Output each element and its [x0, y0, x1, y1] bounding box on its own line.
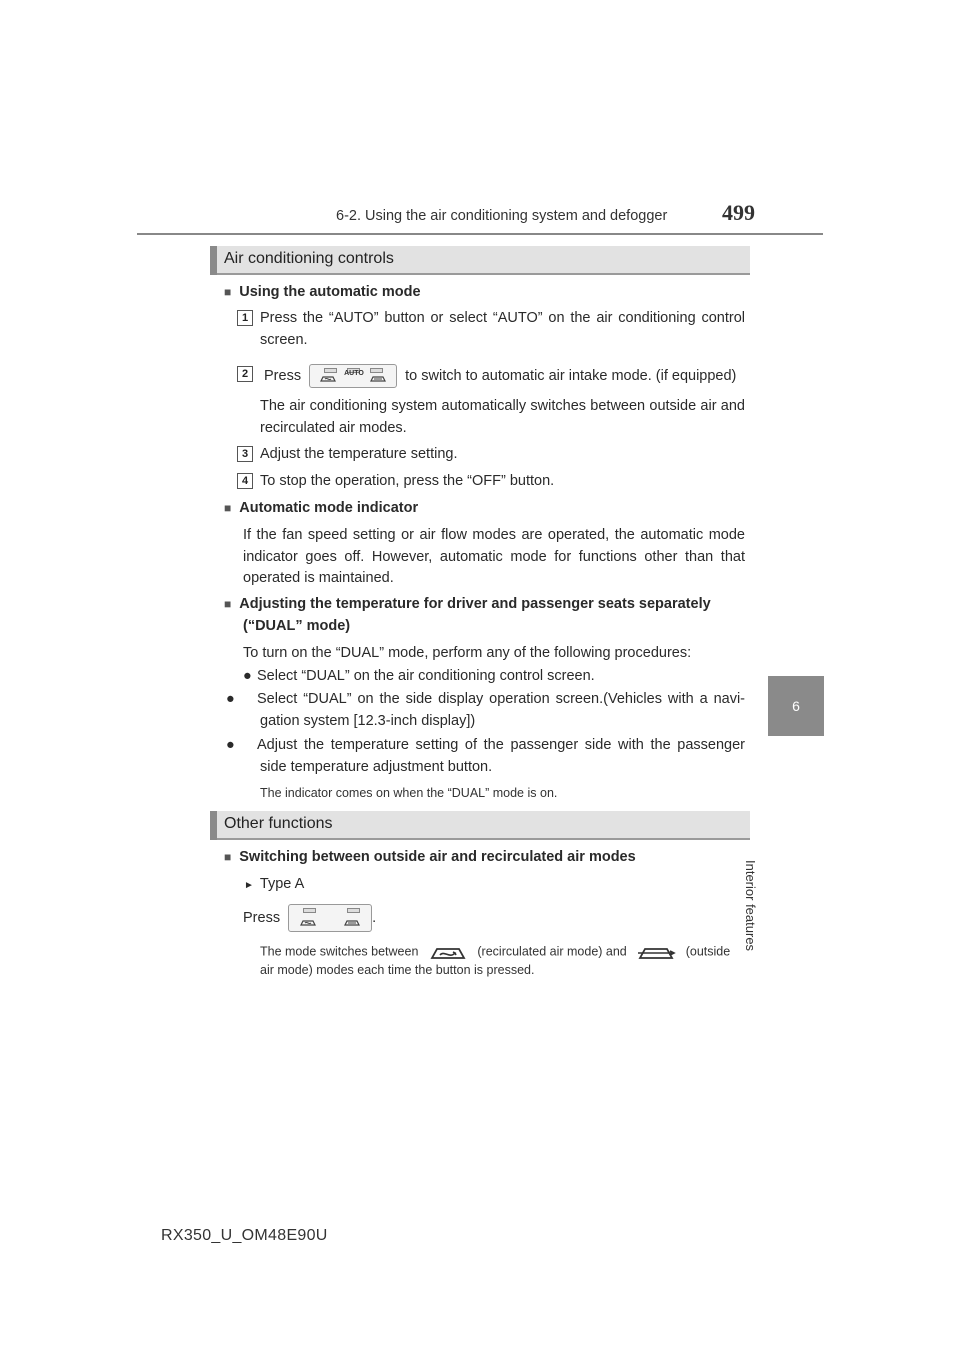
square-bullet-icon: ■ — [224, 597, 232, 611]
step-2-note: The air conditioning system automatically switches between outside air and recirculated air modes. — [260, 398, 745, 436]
type-a-label: ► Type A — [244, 876, 305, 892]
auto-label: AUTO — [344, 369, 364, 377]
dual-note: The indicator comes on when the “DUAL” mode is on. — [260, 786, 558, 800]
auto-mode-heading: ■ Using the automatic mode — [224, 284, 421, 300]
section-header-ac-controls — [210, 246, 750, 275]
dual-bullet-3: ● Adjust the temperature setting of the passenger side with the passenger side temperature adjustment button. — [226, 737, 745, 775]
switching-heading: ■ Switching between outside air and recirculated air modes — [224, 849, 636, 865]
step-1-text: Press the “AUTO” button or select “AUTO” on the air conditioning control screen. — [260, 310, 745, 348]
dual-intro: To turn on the “DUAL” mode, perform any of the following procedures: — [243, 645, 692, 661]
step-number-2: 2 — [237, 366, 253, 382]
step-number-3: 3 — [237, 446, 253, 462]
press-line: Press . — [243, 904, 376, 932]
model-code-footer: RX350_U_OM48E90U — [161, 1227, 328, 1244]
chapter-tab-label: Interior features — [743, 860, 758, 952]
square-bullet-icon: ■ — [224, 850, 232, 864]
section-header-bar — [210, 246, 217, 275]
bullet-dot-icon: ● — [226, 691, 235, 707]
section-title: Air conditioning controls — [224, 250, 394, 267]
header-rule — [137, 233, 823, 235]
step-number-4: 4 — [237, 473, 253, 489]
step-2-text: Press AUTO to switch to automatic air intake mode. (if equipped) — [264, 364, 749, 388]
step-4-text: To stop the operation, press the “OFF” button. — [260, 473, 555, 489]
section-title: Other functions — [224, 815, 333, 832]
bullet-dot-icon: ● — [226, 737, 235, 753]
bullet-dot-icon: ● — [243, 668, 252, 684]
step-3-text: Adjust the temperature setting. — [260, 446, 458, 462]
chapter-tab: 6 — [768, 676, 824, 736]
square-bullet-icon: ■ — [224, 501, 232, 515]
air-intake-button-illustration — [288, 904, 372, 932]
recirculated-air-mode-icon — [428, 943, 468, 961]
page-number: 499 — [722, 200, 755, 225]
triangle-bullet-icon: ► — [244, 880, 254, 891]
recirculated-air-icon — [300, 918, 316, 926]
outside-air-mode-icon — [636, 943, 676, 961]
switching-note-line2: air mode) modes each time the button is pressed. — [260, 963, 535, 977]
section-header-other-functions — [210, 811, 750, 840]
square-bullet-icon: ■ — [224, 285, 232, 299]
dual-heading: ■ Adjusting the temperature for driver and passenger seats separately — [224, 596, 711, 612]
switching-note-line1: The mode switches between (recirculated air mode) and (outside — [260, 943, 745, 961]
dual-bullet-1: ● Select “DUAL” on the air conditioning control screen. — [243, 666, 745, 688]
auto-intake-button-illustration — [309, 364, 397, 388]
section-header-bar — [210, 811, 217, 840]
recirculated-air-icon — [320, 374, 336, 382]
dual-heading-line2: (“DUAL” mode) — [243, 618, 351, 634]
running-header: 6-2. Using the air conditioning system and defogger — [336, 208, 668, 224]
dual-bullet-2: ● Select “DUAL” on the side display operation screen.(Vehicles with a navi-gation system [12.3-inch display]) — [226, 691, 745, 729]
indicator-text: If the fan speed setting or air flow modes are operated, the automatic mode indicator goes off. However, automatic mode for functions other than that operated is maintained. — [243, 527, 745, 586]
indicator-heading: ■ Automatic mode indicator — [224, 500, 419, 516]
step-number-1: 1 — [237, 310, 253, 326]
outside-air-icon — [344, 918, 360, 926]
outside-air-icon — [370, 374, 386, 382]
